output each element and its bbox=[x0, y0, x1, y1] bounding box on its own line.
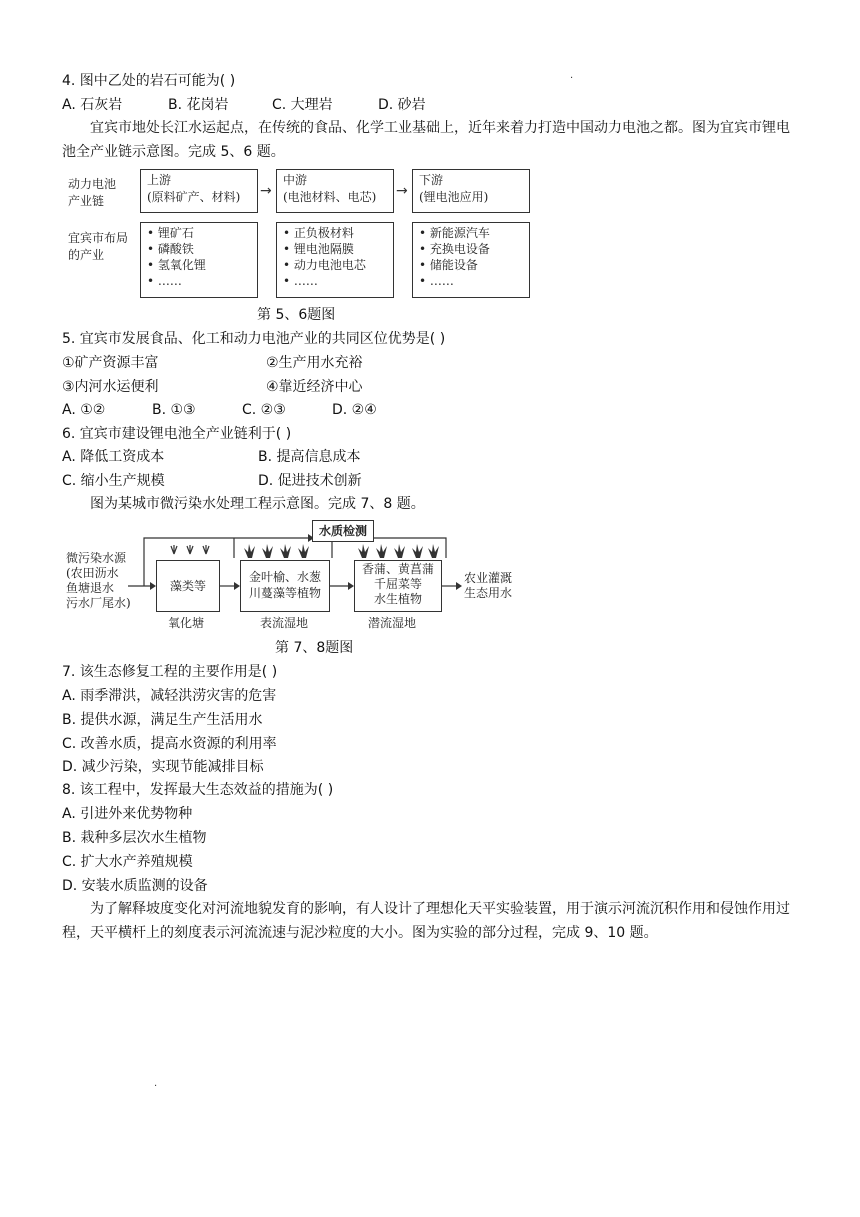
option-b[interactable]: B. 提供水源，满足生产生活用水 bbox=[62, 712, 263, 728]
question-5-items-row2 bbox=[62, 377, 363, 397]
question-7-stem: 7. 该生态修复工程的主要作用是( ) bbox=[62, 664, 278, 680]
option-c[interactable]: C. 大理岩 bbox=[272, 97, 333, 113]
stray-dot: . bbox=[154, 1078, 158, 1089]
item-1: ①矿产资源丰富 bbox=[62, 355, 159, 371]
output-label: 农业灌溉 生态用水 bbox=[464, 571, 513, 600]
water-source-label: 微污染水源 (农田沥水 鱼塘退水 污水厂尾水) bbox=[66, 551, 131, 610]
subsurface-wetland-label: 潜流湿地 bbox=[368, 616, 417, 630]
question-5-options bbox=[62, 400, 377, 420]
option-b[interactable]: B. ①③ bbox=[152, 402, 196, 418]
option-d[interactable]: D. ②④ bbox=[332, 402, 377, 418]
arrow-right-icon: → bbox=[260, 183, 272, 199]
option-a[interactable]: A. 降低工资成本 bbox=[62, 449, 165, 465]
figure-1-caption: 第 5、6题图 bbox=[257, 307, 336, 323]
question-6-options-row1 bbox=[62, 447, 361, 467]
question-4-options bbox=[62, 95, 426, 115]
option-a[interactable]: A. 雨季滞洪，减轻洪涝灾害的危害 bbox=[62, 688, 277, 704]
option-b[interactable]: B. 花岗岩 bbox=[168, 97, 229, 113]
subsurface-wetland-box: 香蒲、黄菖蒲 千屈菜等 水生植物 bbox=[354, 560, 442, 612]
oxidation-pond-label: 氧化塘 bbox=[168, 616, 205, 630]
upstream-items-box: • 锂矿石 • 磷酸铁 • 氢氧化锂 • …… bbox=[140, 222, 258, 298]
row-label-chain: 动力电池 产业链 bbox=[68, 177, 117, 208]
row-label-industry: 宜宾市布局 的产业 bbox=[68, 231, 129, 262]
intro-5-6: 宜宾市地处长江水运起点，在传统的食品、化学工业基础上，近年来着力打造中国动力电池之都。图为宜宾市锂电池全产业链示意图。完成 5、6 题。 bbox=[62, 120, 790, 160]
item-3: ③内河水运便利 bbox=[62, 379, 159, 395]
question-4-stem: 4. 图中乙处的岩石可能为( ) bbox=[62, 73, 236, 89]
downstream-items-box: • 新能源汽车 • 充换电设备 • 储能设备 • …… bbox=[412, 222, 530, 298]
option-d[interactable]: D. 安装水质监测的设备 bbox=[62, 878, 208, 894]
option-c[interactable]: C. ②③ bbox=[242, 402, 286, 418]
item-4: ④靠近经济中心 bbox=[266, 379, 363, 395]
question-6-options-row2 bbox=[62, 471, 362, 491]
option-d[interactable]: D. 减少污染，实现节能减排目标 bbox=[62, 759, 264, 775]
water-monitor-box: 水质检测 bbox=[312, 520, 374, 542]
option-c[interactable]: C. 改善水质，提高水资源的利用率 bbox=[62, 736, 277, 752]
question-5-stem: 5. 宜宾市发展食品、化工和动力电池产业的共同区位优势是( ) bbox=[62, 331, 446, 347]
option-a[interactable]: A. 石灰岩 bbox=[62, 97, 123, 113]
option-c[interactable]: C. 缩小生产规模 bbox=[62, 473, 165, 489]
option-c[interactable]: C. 扩大水产养殖规模 bbox=[62, 854, 193, 870]
figure-2-caption: 第 7、8题图 bbox=[275, 640, 354, 656]
water-treatment-figure bbox=[62, 518, 522, 636]
arrow-right-icon: → bbox=[396, 183, 408, 199]
question-6-stem: 6. 宜宾市建设锂电池全产业链利于( ) bbox=[62, 426, 292, 442]
option-d[interactable]: D. 促进技术创新 bbox=[258, 473, 362, 489]
question-8-stem: 8. 该工程中，发挥最大生态效益的措施为( ) bbox=[62, 782, 334, 798]
intro-9-10: 为了解释坡度变化对河流地貌发育的影响，有人设计了理想化天平实验装置，用于演示河流沉积作用和侵蚀作用过程，天平横杆上的刻度表示河流流速与泥沙粒度的大小。图为实验的部分过程，完成 9、10 题。 bbox=[62, 901, 790, 941]
item-2: ②生产用水充裕 bbox=[266, 355, 363, 371]
oxidation-pond-box: 藻类等 bbox=[156, 560, 220, 612]
question-5-items-row1 bbox=[62, 353, 363, 373]
upstream-box: 上游 (原料矿产、材料) bbox=[140, 169, 258, 213]
option-a[interactable]: A. 引进外来优势物种 bbox=[62, 806, 193, 822]
option-b[interactable]: B. 提高信息成本 bbox=[258, 449, 361, 465]
option-d[interactable]: D. 砂岩 bbox=[378, 97, 426, 113]
surface-wetland-box: 金叶榆、水葱 川蔓藻等植物 bbox=[240, 560, 330, 612]
industry-chain-figure bbox=[62, 166, 534, 302]
downstream-box: 下游 (锂电池应用) bbox=[412, 169, 530, 213]
midstream-box: 中游 (电池材料、电芯) bbox=[276, 169, 394, 213]
intro-7-8: 图为某城市微污染水处理工程示意图。完成 7、8 题。 bbox=[90, 496, 425, 512]
option-b[interactable]: B. 栽种多层次水生植物 bbox=[62, 830, 207, 846]
option-a[interactable]: A. ①② bbox=[62, 402, 106, 418]
midstream-items-box: • 正负极材料 • 锂电池隔膜 • 动力电池电芯 • …… bbox=[276, 222, 394, 298]
stray-dot: . bbox=[570, 70, 574, 81]
surface-wetland-label: 表流湿地 bbox=[260, 616, 309, 630]
